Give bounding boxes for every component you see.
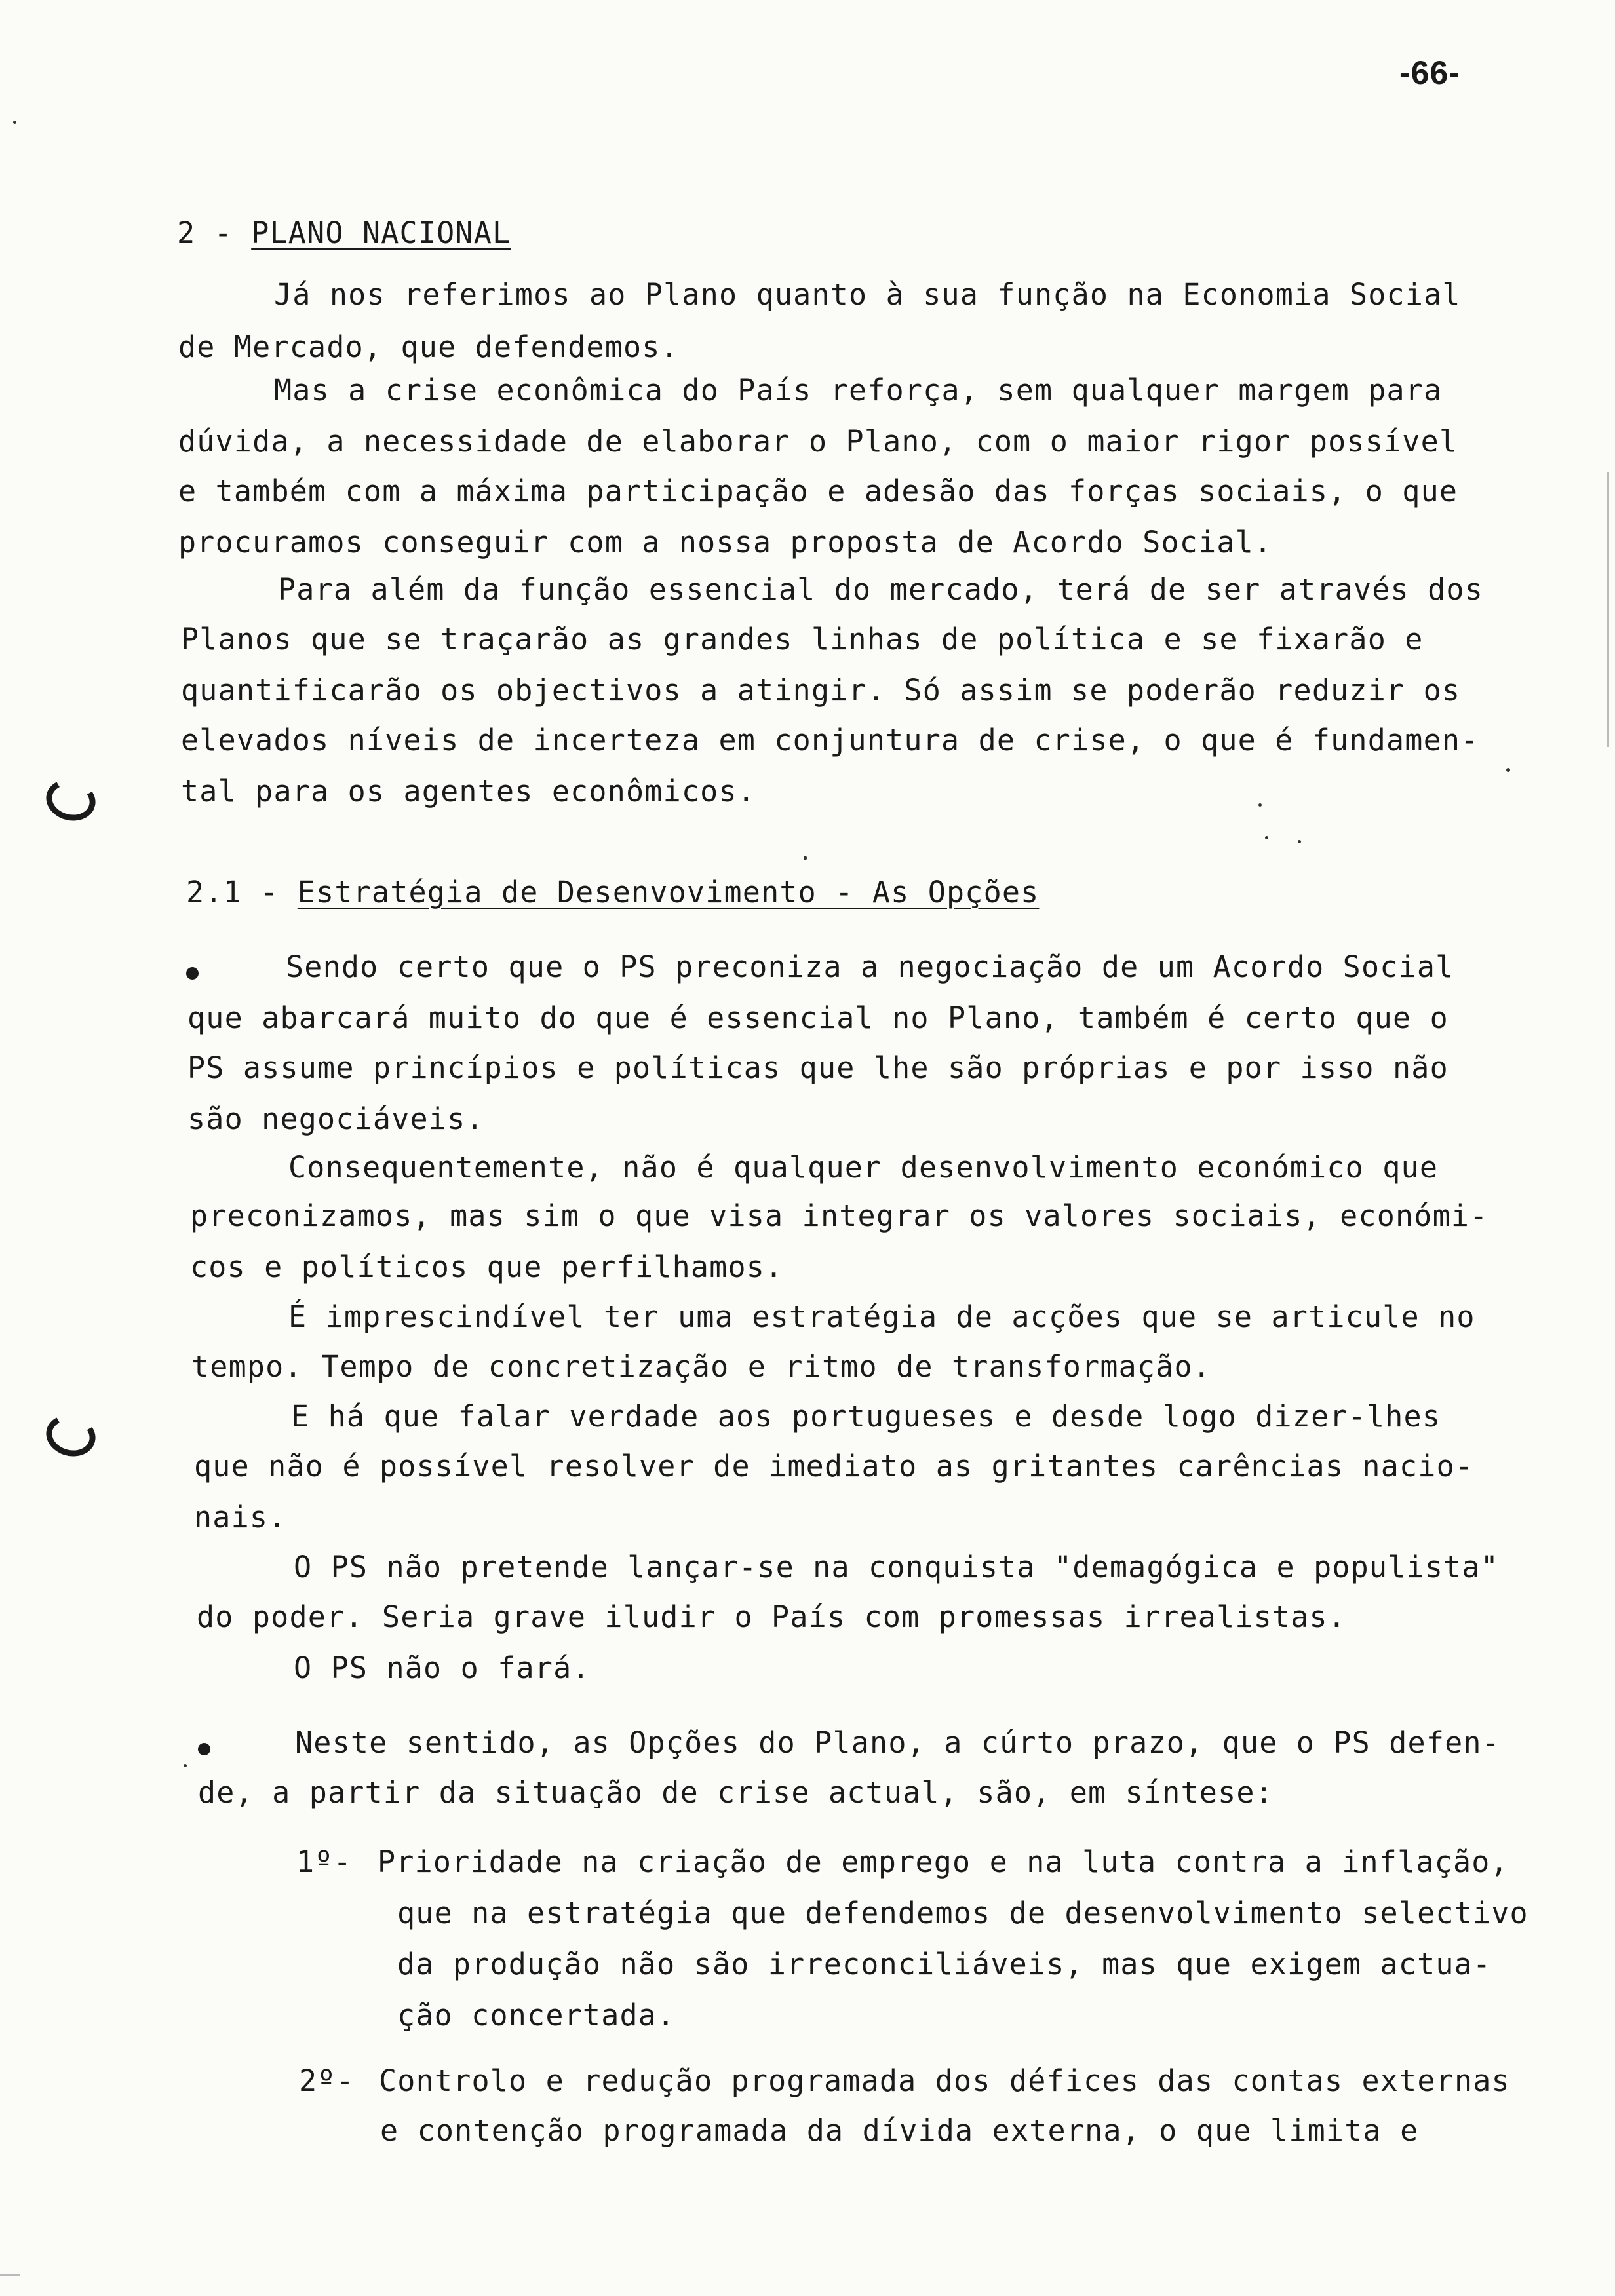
item-line: Controlo e redução programada dos défices das contas externas	[379, 2063, 1510, 2098]
scan-speck	[804, 856, 807, 860]
page-edge-shadow	[0, 2274, 20, 2276]
item-line: que na estratégia que defendemos de desenvolvimento selectivo	[397, 1896, 1528, 1930]
scan-speck	[1298, 840, 1301, 843]
bullet-line: Consequentemente, não é qualquer desenvolvimento económico que	[288, 1150, 1439, 1185]
bullet-line: O PS não o fará.	[294, 1651, 591, 1685]
paragraph-line: procuramos conseguir com a nossa proposta de Acordo Social.	[178, 525, 1273, 560]
bullet-line: são negociáveis.	[187, 1101, 484, 1136]
subsection-number: 2.1 -	[186, 875, 279, 909]
item-line: da produção não são irreconciliáveis, mas que exigem actua-	[397, 1947, 1492, 1981]
section-number: 2 -	[177, 216, 233, 250]
item-marker: 2º-	[299, 2063, 355, 2098]
bullet-icon	[198, 1743, 210, 1755]
paragraph-line: de Mercado, que defendemos.	[178, 330, 679, 364]
bullet-line: PS assume princípios e políticas que lhe são próprias e por isso não	[187, 1050, 1449, 1085]
scan-speck	[13, 121, 16, 124]
paragraph-line: Mas a crise econômica do País reforça, sem qualquer margem para	[274, 373, 1443, 408]
page-number: -66-	[1399, 54, 1460, 91]
scan-speck	[1506, 768, 1510, 772]
section-heading	[177, 216, 511, 250]
paragraph-line: quantificarão os objectivos a atingir. Só assim se poderão reduzir os	[181, 673, 1461, 708]
bullet-line: E há que falar verdade aos portugueses e desde logo dizer-lhes	[291, 1399, 1441, 1434]
item-line: ção concertada.	[397, 1998, 676, 2033]
scan-speck	[1265, 836, 1268, 839]
bullet-line: preconizamos, mas sim o que visa integrar os valores sociais, económi-	[190, 1198, 1489, 1233]
item-line: e contenção programada da dívida externa, o que limita e	[380, 2113, 1419, 2148]
paragraph-line: Já nos referimos ao Plano quanto à sua função na Economia Social	[274, 277, 1461, 312]
bullet-line: cos e políticos que perfilhamos.	[190, 1250, 784, 1284]
bullet-line: que abarcará muito do que é essencial no Plano, também é certo que o	[187, 1001, 1449, 1035]
page-edge-shadow	[1607, 472, 1609, 747]
bullet-line: tempo. Tempo de concretização e ritmo de transformação.	[191, 1349, 1212, 1384]
bullet-line: do poder. Seria grave iludir o País com promessas irrealistas.	[197, 1599, 1347, 1634]
bullet-line: de, a partir da situação de crise actual, são, em síntese:	[198, 1775, 1274, 1810]
paragraph-line: e também com a máxima participação e adesão das forças sociais, o que	[178, 474, 1458, 508]
scan-speck	[184, 1764, 187, 1767]
paragraph-line: Para além da função essencial do mercado, terá de ser através dos	[278, 572, 1483, 607]
bullet-icon	[186, 967, 199, 980]
subsection-title: Estratégia de Desenvovimento - As Opções	[297, 875, 1040, 909]
bullet-line: Neste sentido, as Opções do Plano, a cúrto prazo, que o PS defen-	[295, 1725, 1500, 1760]
paragraph-line: Planos que se traçarão as grandes linhas de política e se fixarão e	[181, 622, 1424, 657]
section-title: PLANO NACIONAL	[251, 216, 511, 250]
bullet-line: nais.	[194, 1500, 287, 1535]
bullet-line: É imprescindível ter uma estratégia de acções que se articule no	[288, 1299, 1475, 1334]
bullet-line: que não é possível resolver de imediato as gritantes carências nacio-	[194, 1449, 1474, 1483]
bullet-line: O PS não pretende lançar-se na conquista "demagógica e populista"	[294, 1550, 1499, 1584]
subsection-heading	[186, 875, 1039, 909]
paragraph-line: elevados níveis de incerteza em conjuntura de crise, o que é fundamen-	[181, 723, 1479, 757]
scan-speck	[1258, 803, 1262, 807]
punch-hole-mark	[41, 1409, 100, 1462]
item-marker: 1º-	[296, 1845, 352, 1879]
bullet-line: Sendo certo que o PS preconiza a negociação de um Acordo Social	[286, 949, 1454, 984]
punch-hole-mark	[41, 774, 100, 826]
paragraph-line: tal para os agentes econômicos.	[181, 774, 756, 809]
item-line: Prioridade na criação de emprego e na luta contra a inflação,	[378, 1845, 1509, 1879]
paragraph-line: dúvida, a necessidade de elaborar o Plano, com o maior rigor possível	[178, 424, 1458, 459]
